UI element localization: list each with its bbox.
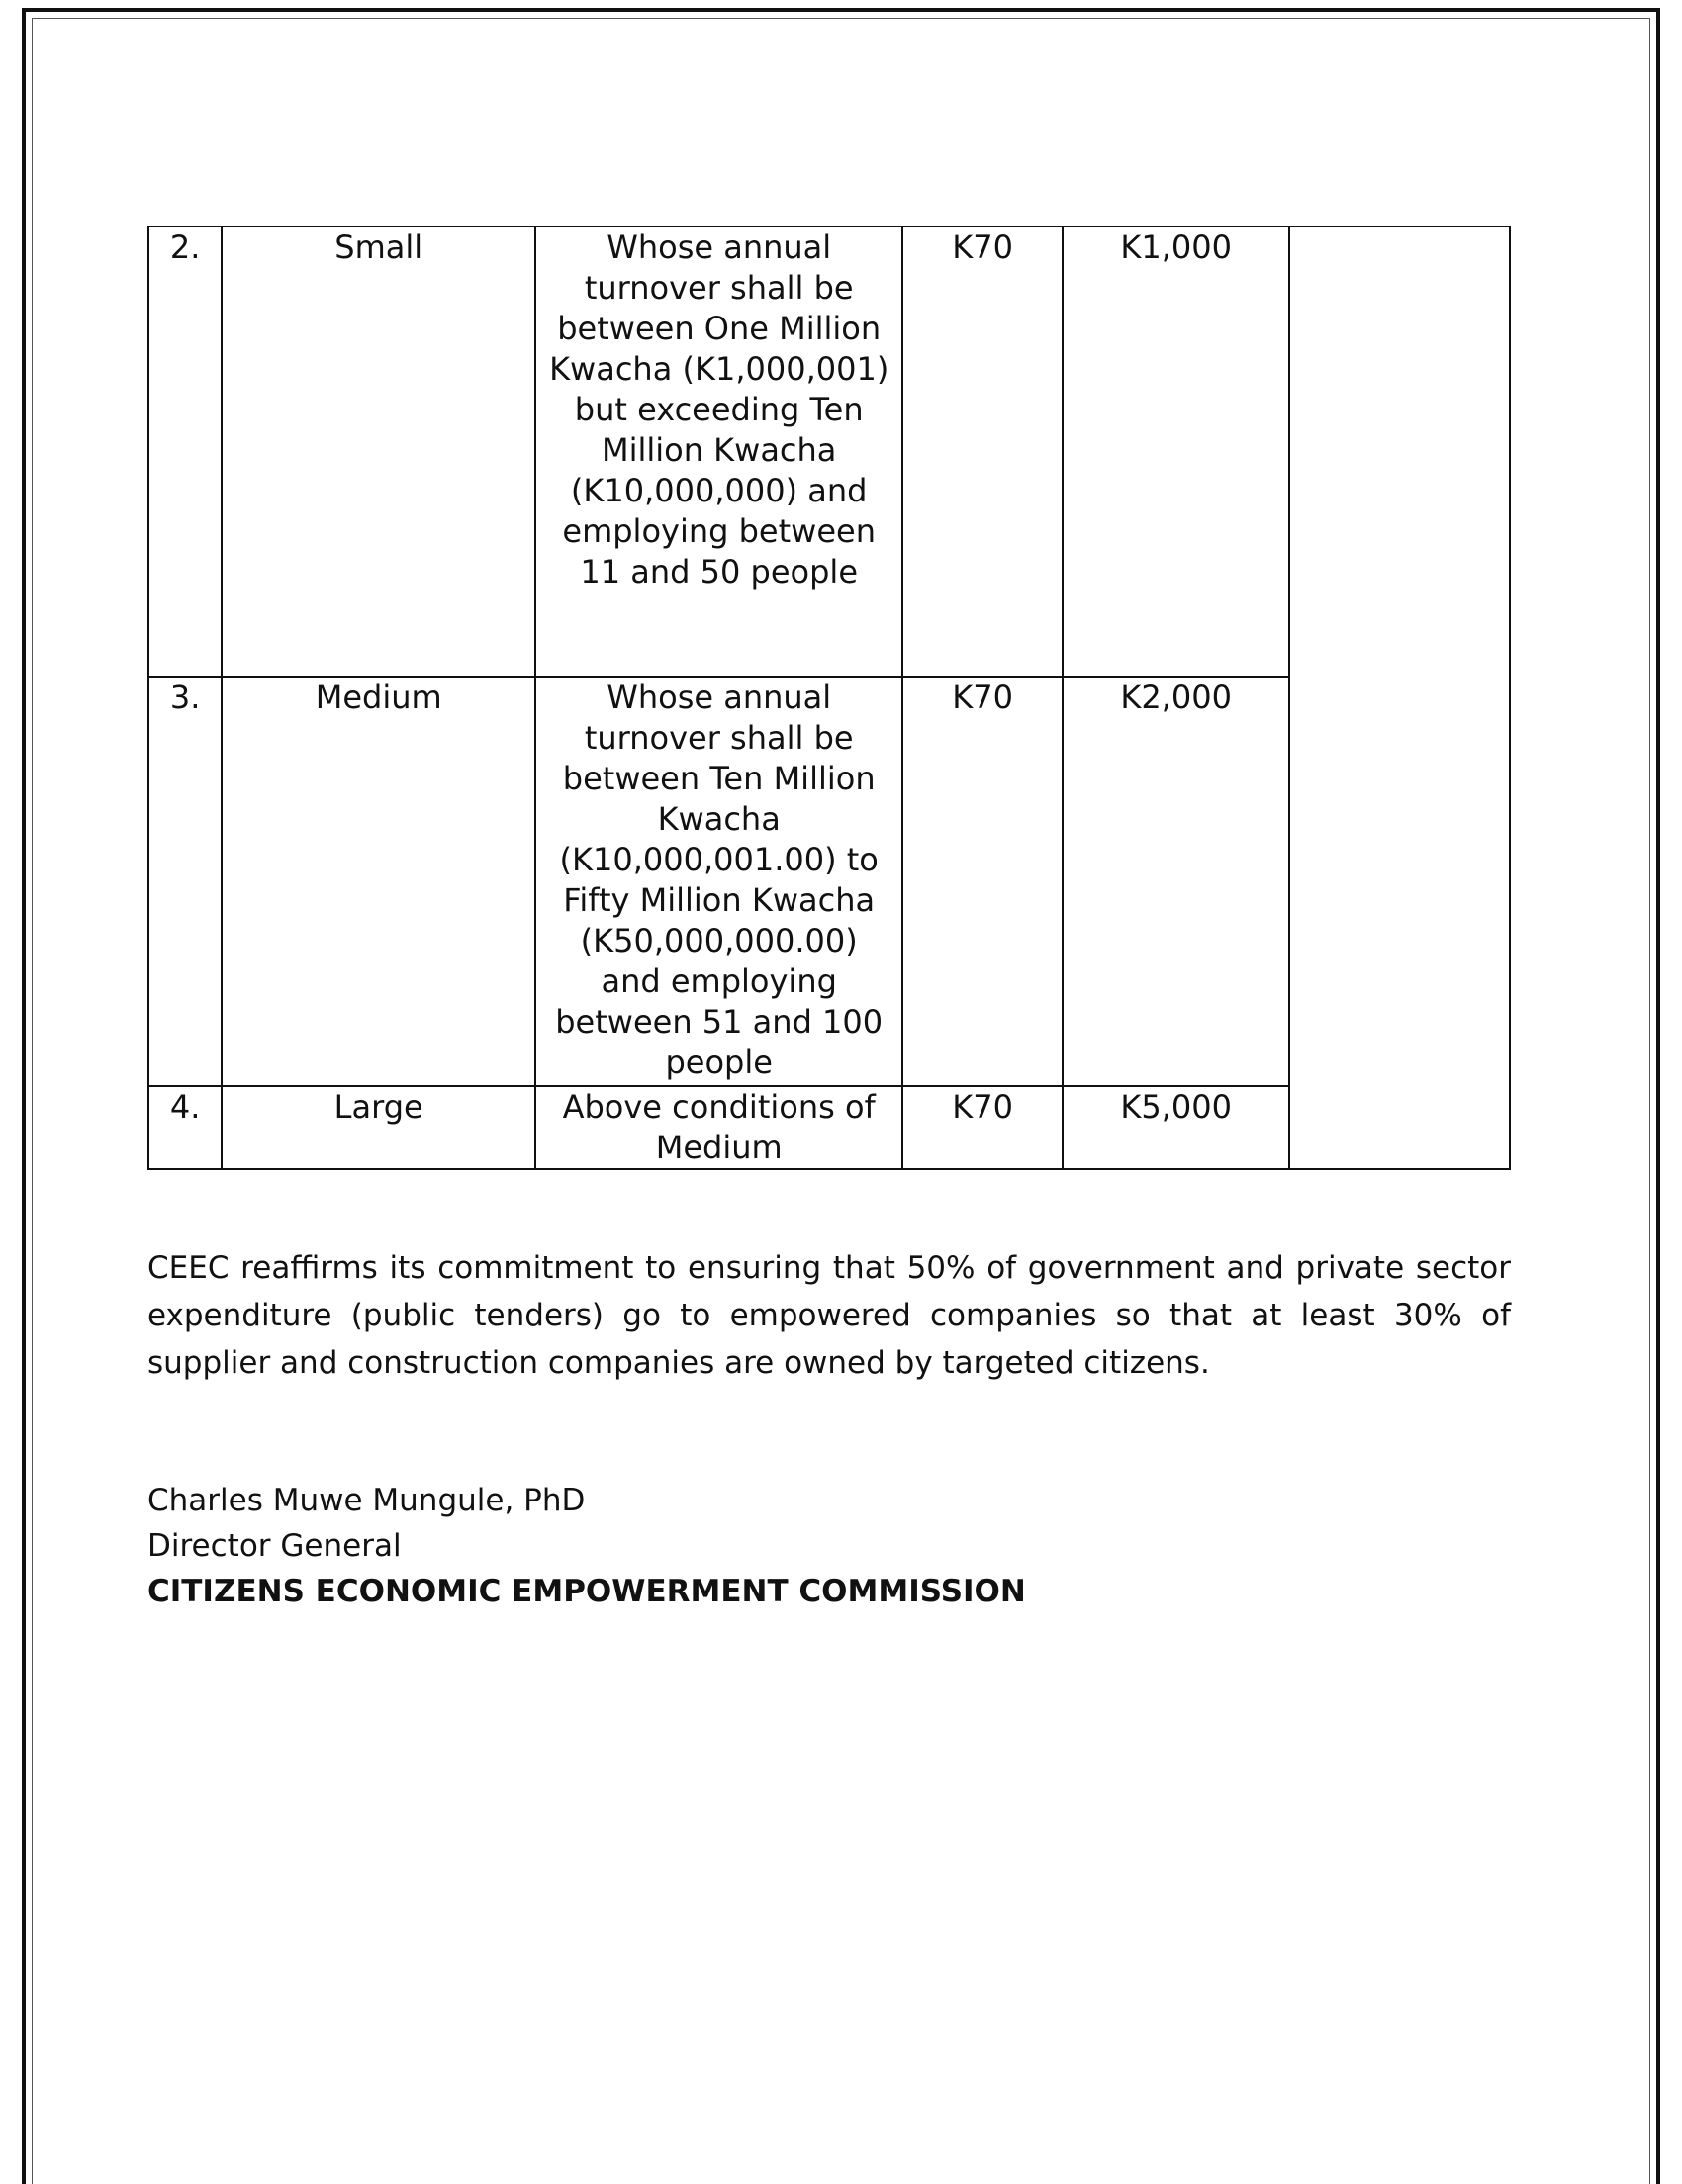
blank-column-cell bbox=[1289, 227, 1510, 1169]
commitment-paragraph: CEEC reaffirms its commitment to ensuring that 50% of government and private sector expenditure (public tenders) go to empowered companies so that at least 30% of supplier and construction companies are owned by targeted citizens. bbox=[147, 1250, 1511, 1381]
table-row-small bbox=[148, 227, 1510, 677]
registration-fee-cell: K70 bbox=[902, 1086, 1063, 1169]
category-cell: Small bbox=[222, 227, 535, 677]
category-cell: Large bbox=[222, 1086, 535, 1169]
signatory-name: Charles Muwe Mungule, PhD bbox=[147, 1483, 586, 1518]
annual-fee-cell: K5,000 bbox=[1063, 1086, 1289, 1169]
category-cell: Medium bbox=[222, 677, 535, 1086]
annual-fee-cell: K1,000 bbox=[1063, 227, 1289, 677]
fee-table bbox=[147, 226, 1511, 1170]
row-number: 3. bbox=[148, 677, 222, 1086]
row-number: 4. bbox=[148, 1086, 222, 1169]
signature-block bbox=[147, 1478, 1511, 1614]
registration-fee-cell: K70 bbox=[902, 227, 1063, 677]
row-number: 2. bbox=[148, 227, 222, 677]
annual-fee-cell: K2,000 bbox=[1063, 677, 1289, 1086]
signatory-title: Director General bbox=[147, 1528, 402, 1564]
description-cell: Whose annual turnover shall be between One Million Kwacha (K1,000,001) but exceeding Ten Million Kwacha (K10,000,000) and employing between 11 and 50 people bbox=[535, 227, 902, 677]
registration-fee-cell: K70 bbox=[902, 677, 1063, 1086]
description-cell: Above conditions of Medium bbox=[535, 1086, 902, 1169]
description-cell: Whose annual turnover shall be between Ten Million Kwacha (K10,000,001.00) to Fifty Million Kwacha (K50,000,000.00) and employing between 51 and 100 people bbox=[535, 677, 902, 1086]
organization-name: CITIZENS ECONOMIC EMPOWERMENT COMMISSION bbox=[147, 1574, 1026, 1609]
